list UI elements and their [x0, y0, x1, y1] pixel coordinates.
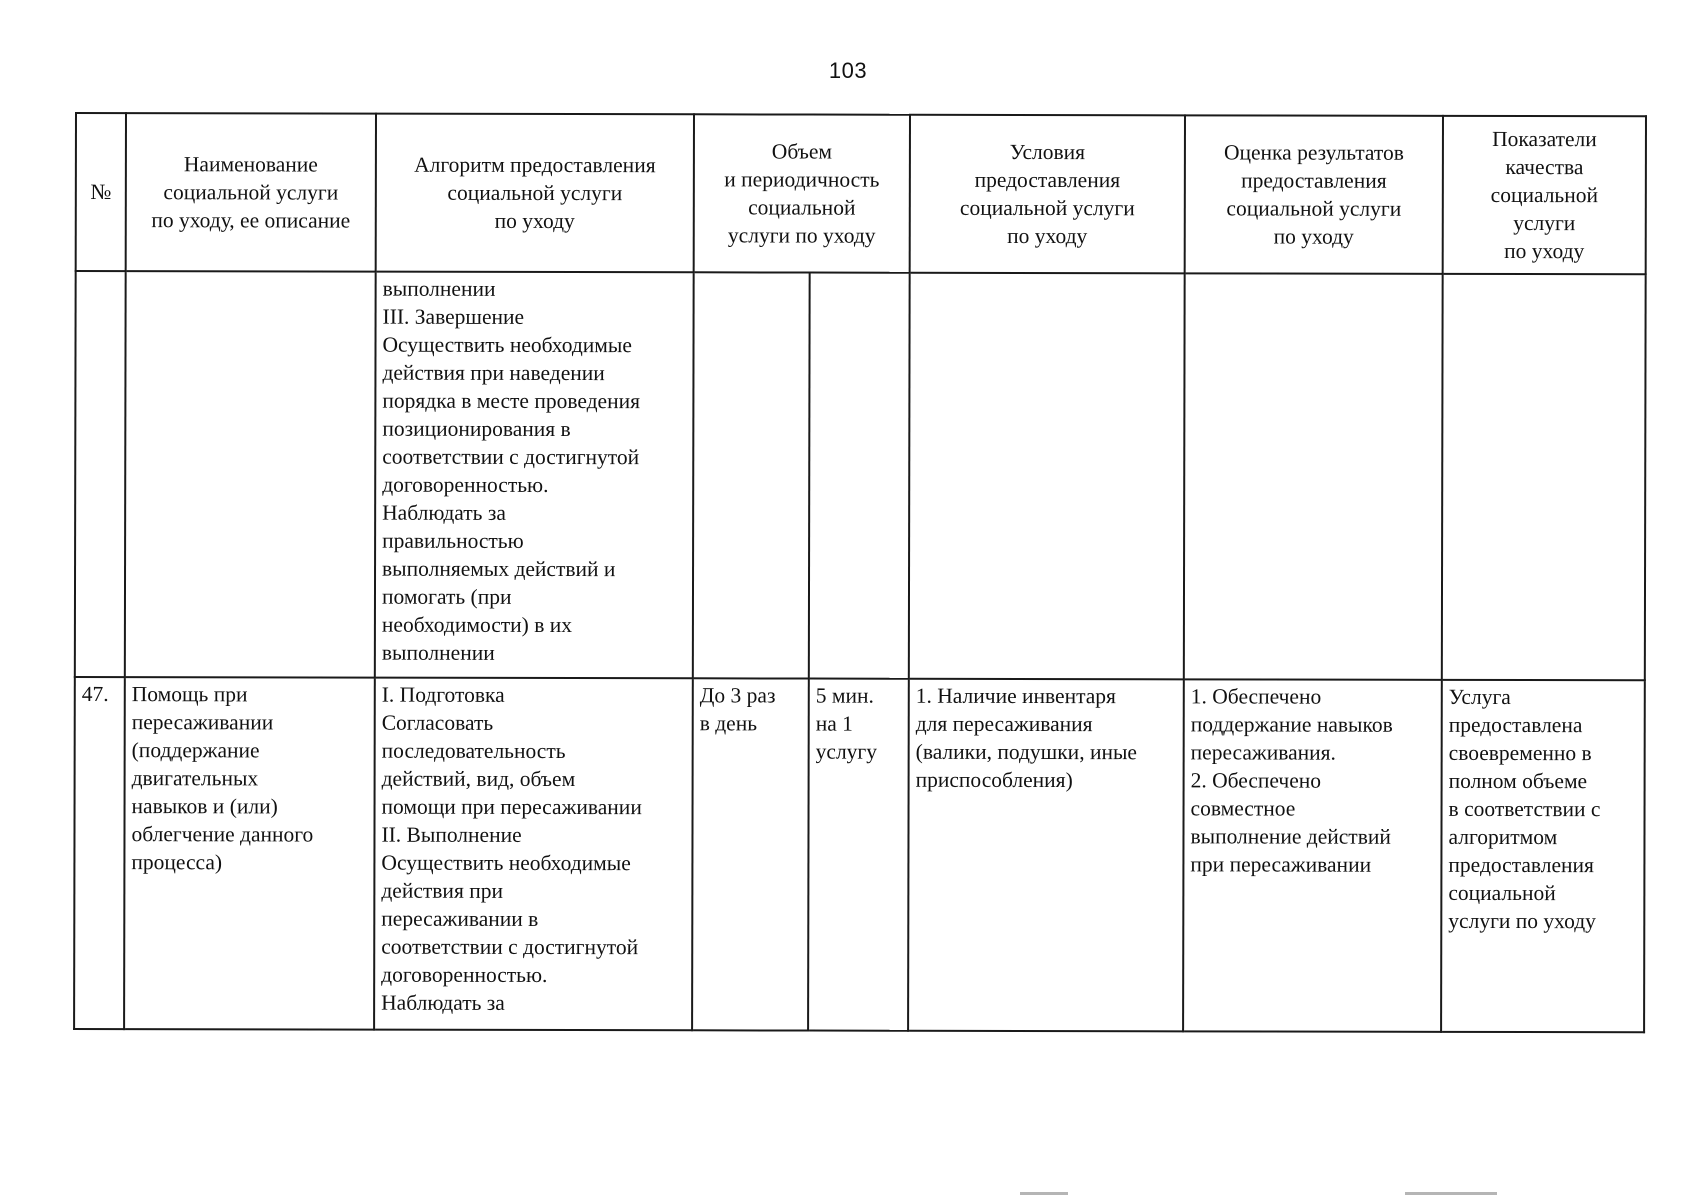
scan-artifact-right [1405, 1192, 1497, 1195]
cell-service-name: Помощь при пересаживании (поддержание двигательных навыков и (или) облегчение данного процесса) [124, 677, 375, 1030]
cell-quality: Услуга предоставлена своевременно в полном объеме в соответствии с алгоритмом предоставления социальной услуги по уходу [1441, 680, 1645, 1032]
services-table [73, 112, 1647, 1033]
header-conditions: Условия предоставления социальной услуги по уходу [910, 115, 1185, 274]
cell-volume: До 3 раз в день [692, 678, 809, 1030]
cell-volume [693, 272, 810, 678]
cell-periodicity: 5 мин. на 1 услугу [808, 679, 909, 1031]
header-quality: Показатели качества социальной услуги по уходу [1443, 116, 1646, 274]
cell-service-name [125, 271, 376, 678]
header-volume-periodicity: Объем и периодичность социальной услуги по уходу [694, 114, 910, 272]
header-number: № [76, 113, 126, 271]
header-evaluation: Оценка результатов предоставления социальной услуги по уходу [1185, 115, 1443, 274]
cell-conditions: 1. Наличие инвентаря для пересаживания (валики, подушки, иные приспособления) [908, 679, 1184, 1032]
header-algorithm: Алгоритм предоставления социальной услуги по уходу [376, 114, 694, 273]
cell-periodicity [809, 273, 910, 679]
header-service-name: Наименование социальной услуги по уходу, ее описание [126, 113, 376, 272]
cell-algorithm: выполнении III. Завершение Осуществить необходимые действия при наведении порядка в месте проведения позиционирования в соответствии с достигнутой договоренностью. Наблюдать за правильностью выполняемых действий и помогать (при необходимости) в их выполнении [375, 272, 694, 679]
table-header-row [76, 113, 1646, 274]
page-number: 103 [828, 58, 868, 83]
cell-evaluation: 1. Обеспечено поддержание навыков пересаживания. 2. Обеспечено совместное выполнение действий при пересаживании [1183, 679, 1442, 1032]
cell-number [75, 271, 126, 677]
cell-evaluation [1184, 273, 1443, 680]
cell-conditions [909, 273, 1185, 680]
cell-algorithm: I. Подготовка Согласовать последовательность действий, вид, объем помощи при пересаживании II. Выполнение Осуществить необходимые действия при пересаживании в соответствии с достигнутой договоренностью. Наблюдать за [374, 678, 693, 1031]
table-row [74, 677, 1645, 1032]
scan-artifact-left [1020, 1192, 1068, 1195]
table-row [75, 271, 1646, 680]
cell-quality [1442, 274, 1646, 680]
cell-number: 47. [74, 677, 125, 1029]
